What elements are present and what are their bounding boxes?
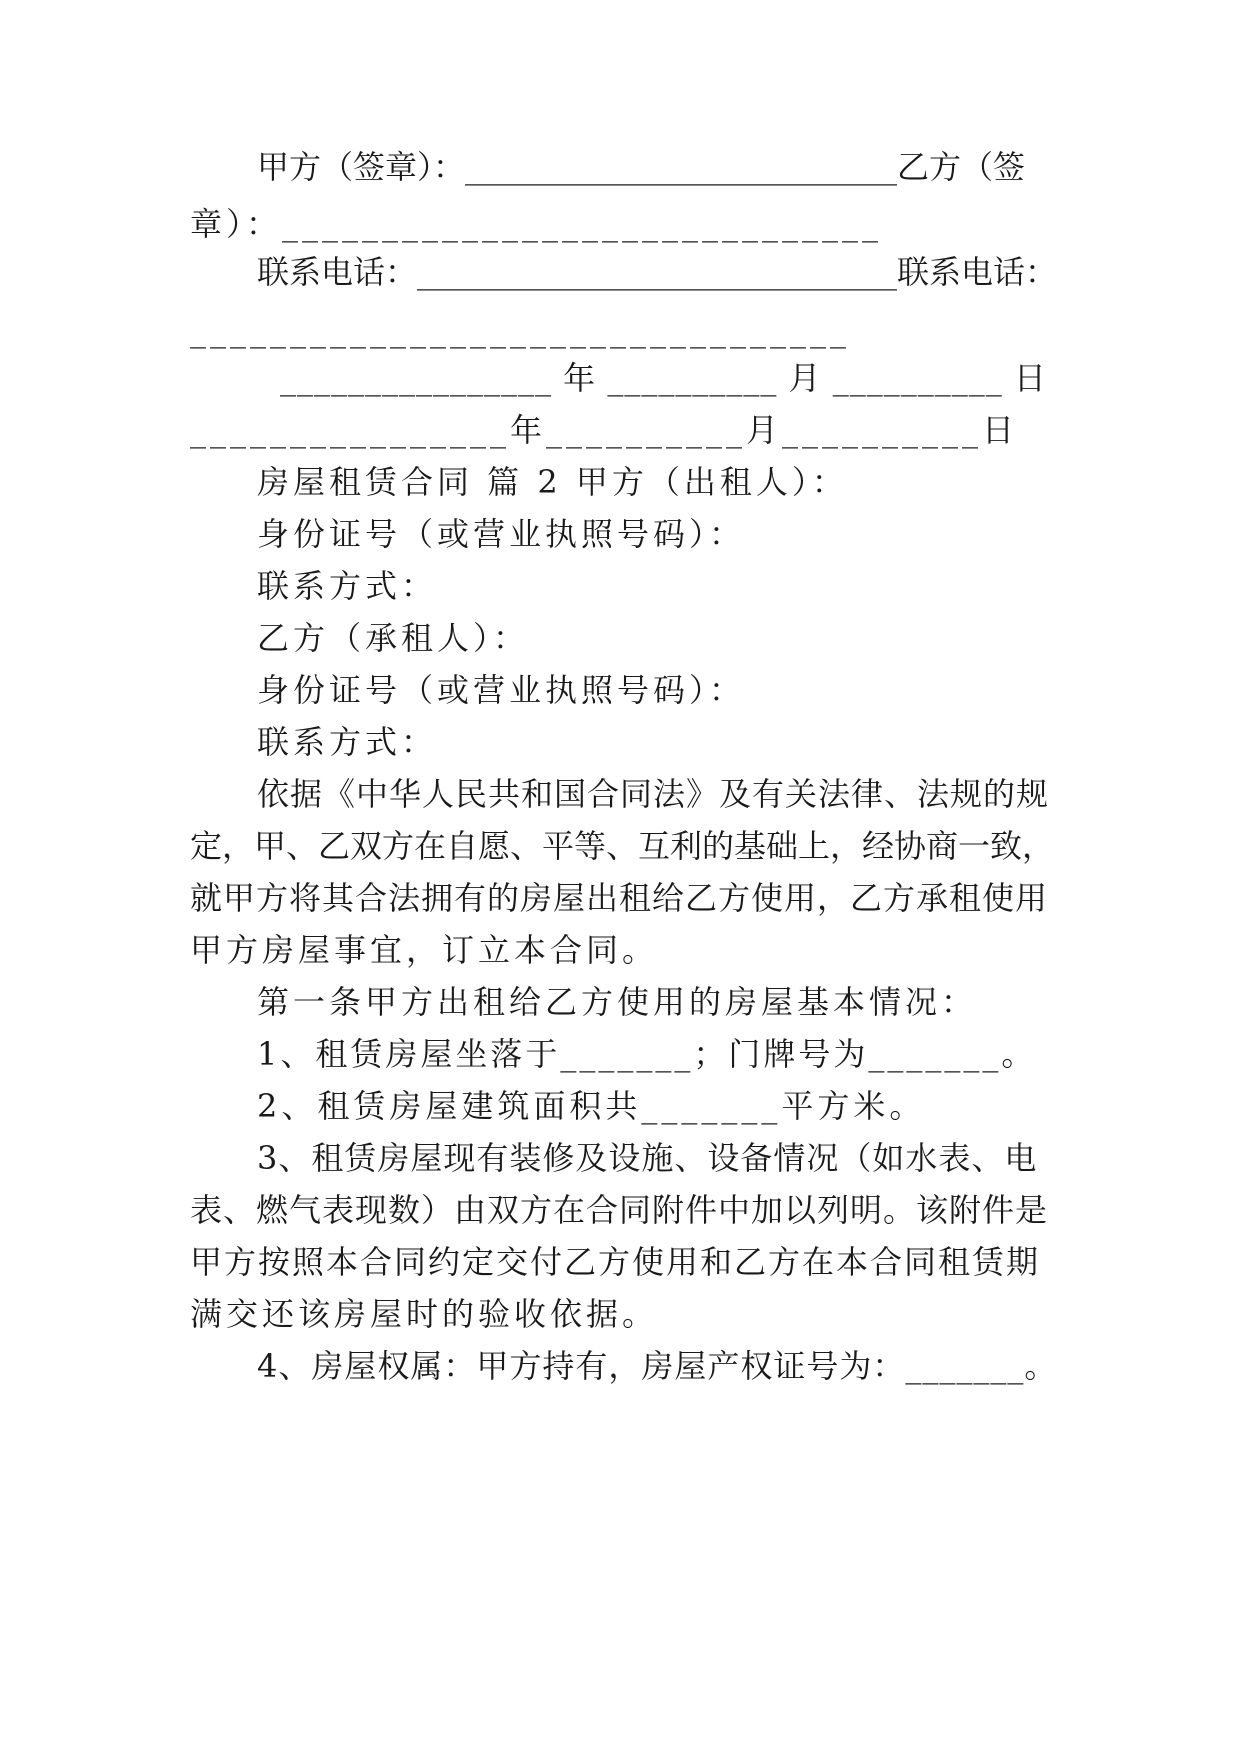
party-b-label: 乙方（承租人）： xyxy=(257,619,530,657)
clause-4: 4、房屋权属：甲方持有，房屋产权证号为：_______。 xyxy=(257,1347,1058,1385)
clause-3-line-4: 满交还该房屋时的验收依据。 xyxy=(190,1295,659,1333)
date-line-2: ________________年__________月__________日 xyxy=(190,411,1019,449)
article-1-heading: 第一条甲方出租给乙方使用的房屋基本情况： xyxy=(257,983,978,1021)
clause-1: 1、租赁房屋坐落于_______；门牌号为_______。 xyxy=(257,1035,1037,1073)
preamble-line-1: 依据《中华人民共和国合同法》及有关法律、法规的规 xyxy=(257,775,1050,813)
phone-blank-line: _________________________________ xyxy=(190,311,850,349)
preamble-line-4: 甲方房屋事宜，订立本合同。 xyxy=(190,931,659,969)
clause-2: 2、租赁房屋建筑面积共_______平方米。 xyxy=(257,1087,926,1125)
clause-3-line-1: 3、租赁房屋现有装修及设施、设备情况（如水表、电 xyxy=(257,1139,1038,1177)
signature-line-party-b: 章）：______________________________ xyxy=(190,205,883,243)
clause-3-line-3: 甲方按照本合同约定交付乙方使用和乙方在本合同租赁期 xyxy=(190,1243,1041,1281)
contract-heading: 房屋租赁合同 篇 2 甲方（出租人）： xyxy=(257,463,848,501)
date-line-1: ________________ 年 __________ 月 __________ 日 xyxy=(280,359,1047,397)
party-b-contact-label: 联系方式： xyxy=(257,723,438,761)
party-b-id-label: 身份证号（或营业执照号码）： xyxy=(257,671,746,709)
preamble-line-2: 定，甲、乙双方在自愿、平等、互利的基础上，经协商一致， xyxy=(190,827,1055,865)
party-a-contact-label: 联系方式： xyxy=(257,567,438,605)
clause-3-line-2: 表、燃气表现数）由双方在合同附件中加以列明。该附件是 xyxy=(190,1191,1049,1229)
preamble-line-3: 就甲方将其合法拥有的房屋出租给乙方使用，乙方承租使用 xyxy=(190,879,1049,917)
signature-line-party-a: 甲方（签章）：___________________________乙方（签 xyxy=(257,148,1026,186)
party-a-id-label: 身份证号（或营业执照号码）： xyxy=(257,515,746,553)
phone-line: 联系电话：______________________________联系电话： xyxy=(257,253,1058,291)
